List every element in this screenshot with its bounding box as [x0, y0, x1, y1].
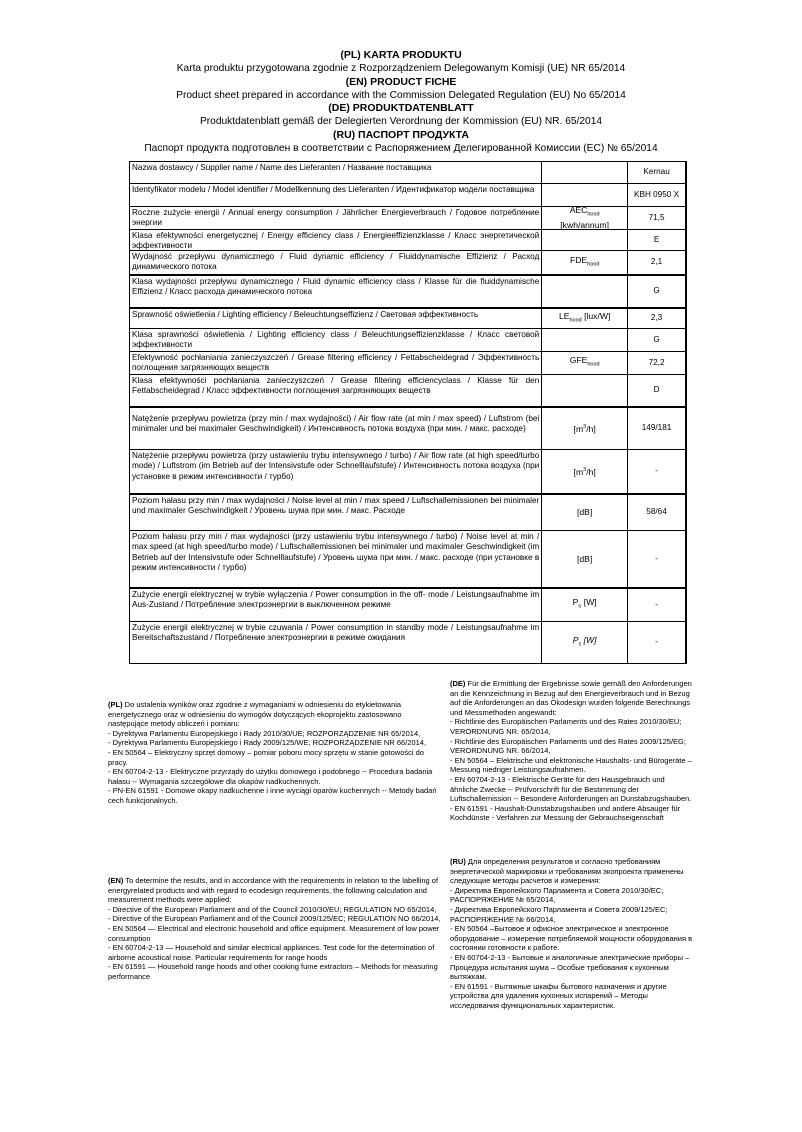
- parameter-description: Poziom hałasu przy min / max wydajności / Noise level at min / max speed / Luftschallemissionen bei minimaler und maximaler Geschwindigkeit / Уровень шума при мин. / макс. Расходе: [130, 495, 542, 530]
- parameter-unit: [542, 622, 628, 663]
- note-text: - EN 61591 - Haushalt-Dunstabzugshauben und andere Absauger für Kochdünste - Verfahren zur Messung der Gebrauchseigenschaft: [450, 803, 681, 823]
- parameter-description: Poziom hałasu przy min / max wydajności (przy ustawieniu trybu intensywnego / turbo) / Noise level at min / max speed (at high speed/turbo mode) / Luftschallemissionen bei minimaler und maximaler Geschwindigkeit (im Betrieb auf der Intensivstufe oder Schnelllaufstufe) / Уровень шума при мин. / макс. расходе (при установке в режим интенсивности / турбо): [130, 531, 542, 587]
- note-text: - EN 50564 –Бытовое и офисное электрическое и электронное оборудование – измерение потребляемой мощности оборудования в состоянии готовности к работе.: [450, 924, 693, 953]
- de-title: (DE) PRODUKTDATENBLATT: [328, 102, 474, 115]
- note-text: - Directive of the European Parliament and of the Council 2009/125/EC; REGULATION NO 66/2014,: [108, 914, 441, 924]
- parameter-value: G: [628, 329, 687, 351]
- unit-main: GFE: [569, 355, 588, 366]
- unit-tail: [lux/W]: [581, 310, 611, 321]
- table-row: [130, 309, 687, 329]
- en-subtitle: Product sheet prepared in accordance with the Commission Delegated Regulation (EU) No 65/2014: [176, 89, 626, 101]
- note-line: [108, 914, 443, 924]
- note-line: [108, 905, 443, 915]
- note-en: [108, 876, 443, 982]
- unit-tail: [W]: [581, 597, 597, 608]
- note-language-tag: (DE): [450, 679, 466, 688]
- parameter-value: 2,3: [628, 309, 687, 328]
- note-ru: [450, 857, 694, 1011]
- note-text: - Dyrektywa Parlamentu Europejskiego i Rady 2009/125/WE; ROZPORZĄDZENIE NR 66/2014,: [108, 738, 427, 748]
- note-text: Do ustalenia wyników oraz zgodnie z wymaganiami w odniesieniu do etykietowania energetycznego oraz w odniesieniu do wymogów dotyczących ekoprojektu zastosowano następujące metody obliczeń i pomiaru:: [108, 700, 402, 729]
- parameter-description: Zużycie energii elektrycznej w trybie wyłączenia / Power consumption in the off- mode / Leistungsaufnahme im Aus-Zustand / Потребление электроэнергии в выключенном режиме: [130, 589, 542, 621]
- unit-tail: /h]: [586, 466, 596, 477]
- parameter-unit: [542, 204, 628, 231]
- note-line: [108, 876, 443, 905]
- parameter-unit: [dB]: [542, 495, 628, 530]
- parameter-value: 72,2: [628, 352, 687, 374]
- unit-subscript: hood: [587, 361, 600, 368]
- note-pl: [108, 700, 443, 806]
- unit-symbol: [570, 355, 600, 371]
- note-line: [108, 786, 443, 805]
- unit-superscript: 3: [583, 467, 587, 474]
- parameter-description: Klasa efektywności pochłaniania zanieczyszczeń / Grease filtering efficiencyclass / Klasse für den Fettabscheidegrad / Класс эффективности поглощения загрязняющих веществ: [130, 375, 542, 406]
- parameter-unit: [dB]: [542, 531, 628, 587]
- unit-tail: [W]: [581, 634, 597, 645]
- unit-main: P: [572, 634, 579, 645]
- unit-main: FDE: [569, 254, 588, 265]
- note-text: - PN-EN 61591 - Domowe okapy nadkuchenne i inne wyciągi oparów kuchennych -- Metody badań cech funkcjonalnych.: [108, 786, 437, 805]
- note-text: - EN 50564 – Elektrische und elektronische Haushalts- und Bürogeräte – Messung niedriger Leistungsaufnahmen.: [450, 755, 692, 775]
- parameter-value: 2,1: [628, 251, 687, 274]
- note-line: [450, 679, 694, 717]
- unit-symbol: [570, 255, 599, 271]
- note-line: [450, 775, 694, 804]
- parameter-value: E: [628, 230, 687, 250]
- parameter-description: Klasa wydajności przepływu dynamicznego / Fluid dynamic efficiency class / Klasse für die fluiddynamische Effizienz / Класс расхода динамического потока: [130, 276, 542, 307]
- note-text: - Directive of the European Parliament and of the Council 2010/30/EU; REGULATION NO 65/2014,: [108, 904, 437, 914]
- note-line: [450, 924, 694, 953]
- note-line: [450, 886, 694, 905]
- note-line: [450, 756, 694, 775]
- parameter-unit: [542, 230, 628, 250]
- unit-main: AEC: [569, 204, 588, 215]
- note-line: [108, 700, 443, 729]
- unit-symbol: [573, 635, 597, 651]
- table-row: [130, 375, 687, 408]
- unit-subscript: hood: [587, 211, 600, 218]
- parameter-value: G: [628, 276, 687, 307]
- parameter-description: Wydajność przepływu dynamicznego / Fluid dynamic efficiency / Fluiddynamische Effizienz / Расход динамического потока: [130, 251, 542, 274]
- note-line: [108, 729, 443, 739]
- unit-main: P: [572, 597, 579, 608]
- note-text: To determine the results, and in accordance with the requirements in relation to the labelling of energyrelated products and with regard to ecodesign requirements, the following calculation and measurement methods were applied:: [108, 876, 439, 905]
- unit-subscript: o: [578, 603, 582, 610]
- note-line: [450, 804, 694, 823]
- product-fiche-table: [129, 161, 687, 664]
- unit-main: LE: [558, 310, 570, 321]
- note-line: [108, 924, 443, 943]
- table-row: [130, 495, 687, 531]
- note-text: - EN 60704-2-13 - Elektryczne przyrządy do użytku domowego i podobnego -- Procedura badania hałasu -- Wymagania szczegółowe dla okapów nadkuchennych.: [108, 767, 433, 786]
- parameter-value: -: [628, 450, 687, 493]
- unit-main: [m: [573, 466, 584, 477]
- note-language-tag: (PL): [108, 700, 123, 709]
- table-row: [130, 531, 687, 589]
- parameter-unit: [542, 375, 628, 406]
- note-line: [450, 953, 694, 982]
- note-text: Для определения результатов и согласно требованиям энергетической маркировки и требованиям экопроекта применены следующие методы расчетов и измерения:: [450, 857, 684, 886]
- note-line: [450, 905, 694, 924]
- pl-title: (PL) KARTA PRODUKTU: [340, 49, 462, 61]
- note-text: - EN 50564 – Elektryczny sprzęt domowy – pomiar poboru mocy sprzętu w stanie gotowości do pracy.: [108, 747, 424, 767]
- parameter-description: Sprawność oświetlenia / Lighting efficiency / Beleuchtungseffizienz / Световая эффективность: [130, 309, 542, 328]
- parameter-value: Kernau: [628, 162, 687, 183]
- note-text: - EN 60704-2-13 - Elektrische Geräte für den Hausgebrauch und ähnliche Zwecke -- Prüfvorschrift für die Bestimmung der Luftschallemission -- Besondere Anforderungen an Dunstabzugshauben.: [450, 774, 692, 804]
- note-text: - Dyrektywa Parlamentu Europejskiego i Rady 2010/30/UE; ROZPORZĄDZENIE NR 65/2014,: [108, 728, 421, 738]
- note-text: - EN 60704-2-13 — Household and similar electrical appliances. Test code for the determination of airborne acoustical noise. Particular requirements for range hoods: [108, 943, 435, 962]
- note-text: - EN 61591 - Вытяжные шкафы бытового назначения и другие устройства для удаления кухонных испарений – Методы исследования функциональных характеристик.: [450, 981, 667, 1010]
- parameter-description: Natężenie przepływu powietrza (przy ustawieniu trybu intensywnego / turbo) / Air flow rate (at high speed/turbo mode) / Luftstrom (im Betrieb auf der Intensivstufe oder Schnelllaufstufe) / Интенсивность потока воздуха (при установке в режим интенсивности / турбо): [130, 450, 542, 493]
- unit-symbol: [560, 205, 609, 232]
- table-row: [130, 408, 687, 450]
- note-line: [108, 738, 443, 748]
- parameter-unit: [542, 408, 628, 449]
- note-text: - EN 60704-2-13 - Бытовые и аналогичные электрические приборы – Процедура испытания шума – Особые требования к кухонным вытяжкам.: [450, 952, 690, 982]
- note-text: - Richtlinie des Europäischen Parlaments und des Rates 2009/125/EG; VERORDNUNG NR. 66/2014,: [450, 736, 686, 756]
- note-text: - Richtlinie des Europäischen Parlaments und des Rates 2010/30/EU; VERORDNUNG NR. 65/2014,: [450, 717, 682, 736]
- note-line: [450, 857, 694, 886]
- parameter-value: -: [628, 589, 687, 621]
- table-row: [130, 329, 687, 352]
- table-row: [130, 622, 687, 664]
- parameter-value: -: [628, 622, 687, 663]
- parameter-value: 58/64: [628, 495, 687, 530]
- table-row: [130, 251, 687, 276]
- note-line: [108, 962, 443, 981]
- note-text: - EN 61591 — Household range hoods and other cooking fume extractors – Methods for measuring performance: [108, 962, 438, 981]
- parameter-description: Klasa sprawności oświetlenia / Lighting efficiency class / Beleuchtungseffizienzklasse / Класс световой эффективности: [130, 329, 542, 351]
- parameter-unit: [542, 329, 628, 351]
- note-language-tag: (RU): [450, 857, 466, 866]
- unit-symbol: [574, 422, 596, 435]
- unit-tail: [kwh/annum]: [560, 220, 610, 231]
- note-line: [450, 737, 694, 756]
- note-text: Für die Ermittlung der Ergebnisse sowie gemäß den Anforderungen an die Kennzeichnung in Bezug auf den Energieverbrauch und in Bezug auf die Anforderungen an das Ökodesign wurden folgende Berechnungs und Messmethoden angewandt:: [450, 679, 692, 717]
- parameter-value: -: [628, 531, 687, 587]
- document-header: [0, 49, 802, 155]
- table-row: [130, 162, 687, 184]
- unit-symbol: [574, 465, 596, 478]
- unit-main: [m: [573, 423, 584, 434]
- parameter-value: 71,5: [628, 207, 687, 229]
- pl-subtitle: Karta produktu przygotowana zgodnie z Rozporządzeniem Delegowanym Komisji (UE) NR 65/2014: [176, 63, 626, 75]
- parameter-unit: [542, 162, 628, 183]
- parameter-description: Zużycie energii elektrycznej w trybie czuwania / Power consumption in standby mode / Leistungsaufnahme im Bereitschaftszustand / Потребление электроэнергии в режиме ожидания: [130, 622, 542, 663]
- parameter-description: Identyfikator modelu / Model identifier / Modellkennung des Lieferanten / Идентификатор модели поставщика: [130, 184, 542, 206]
- note-de: [450, 679, 694, 823]
- note-text: - Директива Европейского Парламента и Совета 2009/125/ЕС; РАСПОРЯЖЕНИЕ № 66/2014,: [450, 904, 668, 924]
- table-row: [130, 230, 687, 251]
- ru-subtitle: Паспорт продукта подготовлен в соответствии с Распоряжением Делегированной Комиссии (ЕС) № 65/2014: [144, 143, 658, 155]
- table-row: [130, 352, 687, 375]
- parameter-description: Nazwa dostawcy / Supplier name / Name des Lieferanten / Название поставщика: [130, 162, 542, 183]
- parameter-unit: [542, 251, 628, 274]
- table-row: [130, 184, 687, 207]
- unit-subscript: s: [578, 641, 582, 648]
- parameter-unit: [542, 352, 628, 374]
- note-text: - Директива Европейского Парламента и Совета 2010/30/ЕС; РАСПОРЯЖЕНИЕ № 65/2014,: [450, 885, 664, 905]
- table-row: [130, 450, 687, 495]
- unit-symbol: [559, 311, 610, 327]
- unit-subscript: hood: [587, 261, 600, 268]
- parameter-description: Efektywność pochłaniania zanieczyszczeń / Grease filtering efficiency / Fettabscheidegrad / Эффективность поглощения загрязняющих веществ: [130, 352, 542, 374]
- unit-symbol: [573, 597, 597, 613]
- parameter-description: Klasa efektywności energetycznej / Energy efficiency class / Energieeffizienzklasse / Класс энергетической эффективности: [130, 230, 542, 250]
- ru-title: (RU) ПАСПОРТ ПРОДУКТА: [332, 128, 470, 141]
- unit-tail: /h]: [586, 423, 596, 434]
- parameter-unit: [542, 450, 628, 493]
- note-line: [108, 767, 443, 786]
- de-subtitle: Produktdatenblatt gemäß der Delegierten Verordnung der Kommission (EU) NR. 65/2014: [199, 116, 603, 128]
- parameter-value: KBH 0950 X: [628, 184, 687, 206]
- note-line: [450, 982, 694, 1011]
- table-row: [130, 589, 687, 622]
- note-language-tag: (EN): [108, 876, 124, 885]
- en-title: (EN) PRODUCT FICHE: [345, 75, 457, 88]
- parameter-value: D: [628, 375, 687, 406]
- unit-subscript: hood: [569, 317, 582, 324]
- note-line: [108, 748, 443, 767]
- note-line: [450, 717, 694, 736]
- parameter-description: Natężenie przepływu powietrza (przy min / max wydajności) / Air flow rate (at min / max speed) / Luftstrom (bei minimaler und bei maximaler Geschwindigkeit) / Интенсивность потока воздуха (при мин. / макс. расходе): [130, 408, 542, 449]
- note-text: - EN 50564 — Electrical and electronic household and office equipment. Measurement of low power consumption: [108, 923, 440, 943]
- parameter-unit: [542, 589, 628, 621]
- unit-superscript: 3: [583, 424, 587, 431]
- parameter-description: Roczne zużycie energii / Annual energy consumption / Jährlicher Energieverbrauch / Годовое потребление энергии: [130, 207, 542, 229]
- parameter-unit: [542, 276, 628, 307]
- parameter-unit: [542, 184, 628, 206]
- parameter-value: 149/181: [628, 408, 687, 449]
- table-row: [130, 276, 687, 309]
- note-line: [108, 943, 443, 962]
- table-row: [130, 204, 687, 231]
- parameter-unit: [542, 309, 628, 328]
